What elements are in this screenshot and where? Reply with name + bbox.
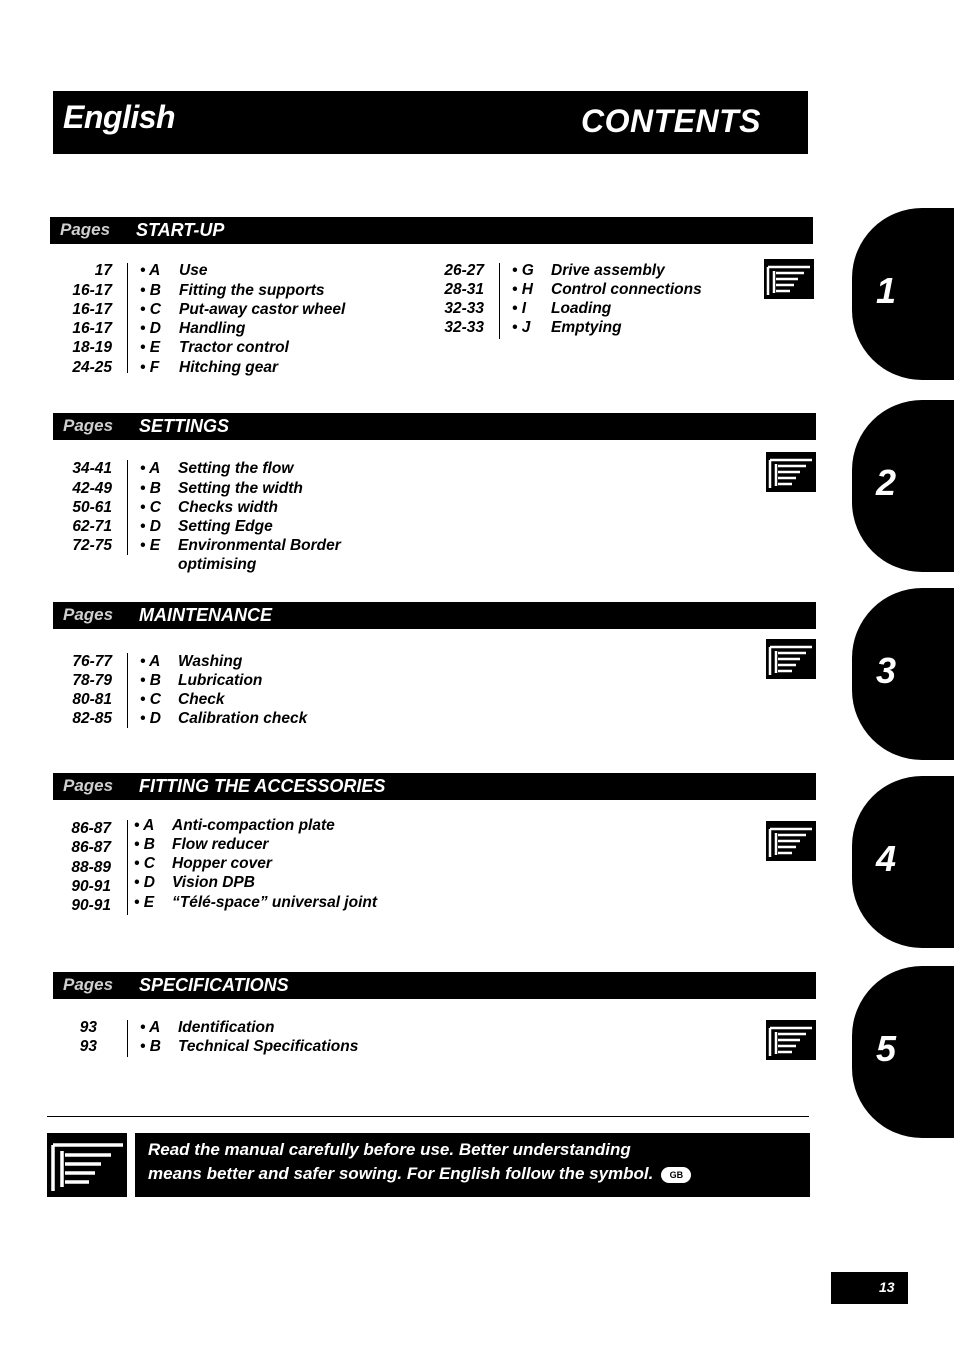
entry-label: Checks width	[178, 499, 278, 516]
entry-pages: 86-87	[71, 839, 111, 856]
pages-label: Pages	[63, 416, 114, 435]
entry-pages: 32-33	[444, 319, 484, 336]
pointing-hand-icon	[766, 639, 816, 679]
entry-pages: 42-49	[72, 480, 112, 497]
section-bar-start-up	[50, 217, 813, 244]
entry-letter: • C	[140, 499, 161, 516]
notice-line: Read the manual carefully before use. Better understanding	[148, 1140, 631, 1159]
entry-letter: • B	[140, 1038, 161, 1055]
entry-label: Drive assembly	[551, 262, 665, 279]
entry-pages: 32-33	[444, 300, 484, 317]
tab-number: 1	[876, 270, 897, 311]
entry-label: Loading	[551, 300, 612, 317]
pages-label: Pages	[63, 776, 114, 795]
section-bar-maintenance	[53, 602, 816, 629]
entry-label: Setting the flow	[178, 460, 294, 477]
entry-label: Put-away castor wheel	[179, 301, 346, 318]
entry-letter: • E	[140, 537, 161, 554]
section-tab-3[interactable]	[852, 588, 954, 760]
entry-pages: 26-27	[444, 262, 484, 279]
entry-label: Identification	[178, 1019, 275, 1036]
section-title: FITTING THE ACCESSORIES	[139, 776, 386, 796]
entry-label: “Télé-space” universal joint	[172, 894, 378, 911]
divider	[127, 460, 128, 555]
entry-letter: • A	[140, 1019, 161, 1036]
page-title: CONTENTS	[581, 103, 761, 139]
entry-label: Control connections	[551, 281, 702, 298]
pointing-hand-icon	[764, 259, 814, 299]
notice-line-2	[148, 1164, 691, 1184]
entry-pages: 90-91	[71, 897, 111, 914]
entry-pages: 62-71	[72, 518, 112, 535]
entry-pages: 78-79	[72, 672, 112, 689]
entry-pages: 16-17	[72, 282, 112, 299]
entry-label: Tractor control	[179, 339, 289, 356]
entry-pages: 16-17	[72, 301, 112, 318]
pages-label: Pages	[63, 975, 114, 994]
entry-pages: 90-91	[71, 878, 111, 895]
entry-label: Emptying	[551, 319, 622, 336]
header-bar	[53, 91, 808, 154]
section-title: MAINTENANCE	[139, 605, 272, 625]
entry-pages: 18-19	[72, 339, 112, 356]
section-title: SETTINGS	[139, 416, 230, 436]
entry-letter: • D	[140, 710, 161, 727]
tab-number: 4	[876, 838, 897, 879]
entry-label: Setting the width	[178, 480, 303, 497]
entry-label: Flow reducer	[172, 836, 269, 853]
language-title: English	[63, 99, 176, 135]
divider	[127, 263, 128, 373]
tab-number: 2	[876, 462, 897, 503]
entry-letter: • A	[140, 460, 161, 477]
pointing-hand-icon	[766, 1020, 816, 1060]
entry-label: Fitting the supports	[179, 282, 325, 299]
entry-label: Use	[179, 262, 208, 279]
entry-letter: • D	[134, 874, 155, 891]
pointing-hand-icon	[766, 821, 816, 861]
divider	[127, 653, 128, 728]
section-tab-1[interactable]	[852, 208, 954, 380]
entry-letter: • D	[140, 518, 161, 535]
entry-label: Calibration check	[178, 710, 308, 727]
entry-pages: 16-17	[72, 320, 112, 337]
gb-badge-icon: GB	[661, 1167, 691, 1183]
entry-letter: • C	[140, 301, 161, 318]
entry-letter: • B	[140, 282, 161, 299]
divider	[127, 1020, 128, 1057]
entry-pages: 17	[94, 262, 112, 279]
divider	[499, 263, 500, 339]
entry-pages: 34-41	[72, 460, 112, 477]
entry-label: Check	[178, 691, 225, 708]
entry-label: Anti-compaction plate	[172, 817, 335, 834]
section-title: START-UP	[136, 220, 225, 240]
entry-letter: • A	[134, 817, 155, 834]
entry-letter: • A	[140, 653, 161, 670]
section-bar-accessories	[53, 773, 816, 800]
page-number-box	[831, 1272, 908, 1304]
section-title: SPECIFICATIONS	[139, 975, 289, 995]
entry-letter: • B	[134, 836, 155, 853]
entry-letter: • D	[140, 320, 161, 337]
entry-letter: • B	[140, 672, 161, 689]
section-tab-4[interactable]	[852, 776, 954, 948]
entry-label: Hitching gear	[179, 359, 279, 376]
divider	[127, 820, 128, 915]
divider	[47, 1116, 809, 1117]
entry-pages: 88-89	[71, 859, 111, 876]
entry-pages: 93	[79, 1038, 97, 1055]
entry-letter: • B	[140, 480, 161, 497]
entry-letter: • J	[512, 319, 531, 336]
tab-number: 3	[876, 650, 897, 691]
entry-letter: • G	[512, 262, 534, 279]
entry-pages: 72-75	[72, 537, 112, 554]
entry-label: Hopper cover	[172, 855, 272, 872]
entry-pages: 82-85	[72, 710, 112, 727]
tab-number: 5	[876, 1028, 897, 1069]
notice-box	[135, 1133, 810, 1197]
entry-label: Technical Specifications	[178, 1038, 359, 1055]
entry-label: optimising	[178, 556, 257, 573]
entry-letter: • E	[140, 339, 161, 356]
entry-label: Vision DPB	[172, 874, 255, 891]
entry-pages: 80-81	[72, 691, 112, 708]
pointing-hand-icon	[47, 1133, 127, 1197]
notice-text: means better and safer sowing. For English follow the symbol.	[148, 1164, 654, 1183]
entry-letter: • C	[134, 855, 155, 872]
entry-letter: • A	[140, 262, 161, 279]
section-bar-settings	[53, 413, 816, 440]
entry-letter: • H	[512, 281, 533, 298]
pages-label: Pages	[60, 220, 111, 239]
entry-pages: 24-25	[72, 359, 112, 376]
entry-label: Environmental Border	[178, 537, 341, 554]
entry-letter: • E	[134, 894, 155, 911]
entry-label: Handling	[179, 320, 246, 337]
entry-label: Setting Edge	[178, 518, 273, 535]
entry-pages: 28-31	[444, 281, 484, 298]
pages-label: Pages	[63, 605, 114, 624]
entry-label: Lubrication	[178, 672, 263, 689]
section-tab-2[interactable]	[852, 400, 954, 572]
entry-letter: • I	[512, 300, 527, 317]
pointing-hand-icon	[766, 452, 816, 492]
entry-pages: 50-61	[72, 499, 112, 516]
entry-pages: 86-87	[71, 820, 111, 837]
entry-pages: 76-77	[72, 653, 112, 670]
page-number: 13	[879, 1279, 895, 1295]
section-bar-specifications	[53, 972, 816, 999]
section-tab-5[interactable]	[852, 966, 954, 1138]
entry-label: Washing	[178, 653, 243, 670]
entry-letter: • C	[140, 691, 161, 708]
entry-letter: • F	[140, 359, 160, 376]
entry-pages: 93	[79, 1019, 97, 1036]
